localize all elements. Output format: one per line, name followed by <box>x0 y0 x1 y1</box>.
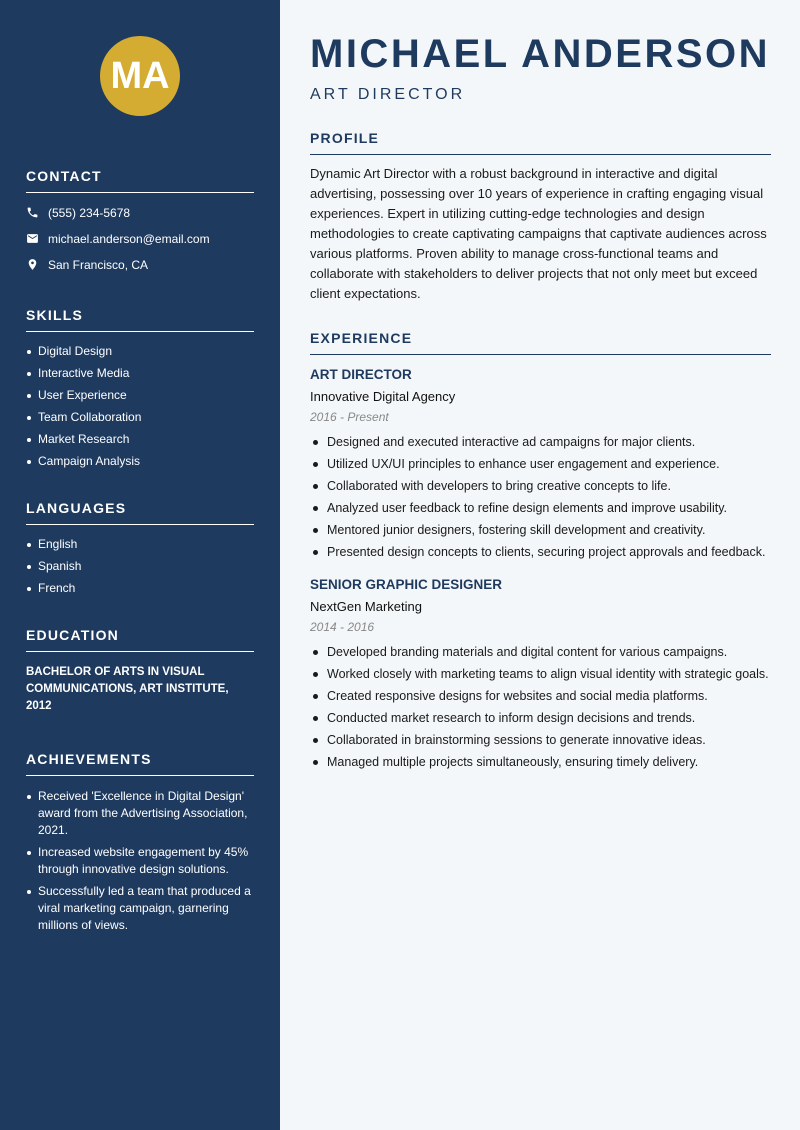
skills-heading: SKILLS <box>26 307 254 332</box>
job-bullet: Designed and executed interactive ad campaigns for major clients. <box>310 433 771 451</box>
achievements-heading: ACHIEVEMENTS <box>26 751 254 776</box>
contact-email <box>26 231 254 246</box>
profile-section <box>310 130 771 304</box>
skills-list <box>26 344 254 469</box>
education-heading: EDUCATION <box>26 627 254 652</box>
language-item: French <box>26 581 254 596</box>
email-icon <box>26 232 39 245</box>
education-degree: BACHELOR OF ARTS IN VISUAL COMMUNICATIONS, ART INSTITUTE, 2012 <box>26 666 229 712</box>
job-bullet: Collaborated with developers to bring creative concepts to life. <box>310 477 771 495</box>
sidebar <box>0 0 280 1130</box>
job-dates: 2016 - Present <box>310 410 389 424</box>
job-entry <box>310 367 771 561</box>
skill-item: Digital Design <box>26 344 254 359</box>
job-bullet: Collaborated in brainstorming sessions to generate innovative ideas. <box>310 731 771 749</box>
achievements-list <box>26 788 254 934</box>
profile-text: Dynamic Art Director with a robust background in interactive and digital advertising, possessing over 10 years of experience in crafting engaging visual experiences. Expert in utilizing cutting-edge technologies and design methodologies to create captivating campaigns that captivate audiences across various platforms. Proven ability to manage cross-functional teams and collaborate with stakeholders to deliver projects that not only meet but exceed client expectations. <box>310 166 767 301</box>
job-bullet: Worked closely with marketing teams to align visual identity with strategic goals. <box>310 665 771 683</box>
company-name: NextGen Marketing <box>310 599 422 614</box>
contact-location <box>26 257 254 272</box>
skill-item: Campaign Analysis <box>26 454 254 469</box>
location-text: San Francisco, CA <box>48 257 149 272</box>
job-bullet: Created responsive designs for websites and social media platforms. <box>310 687 771 705</box>
languages-section <box>26 500 254 596</box>
achievement-item: Successfully led a team that produced a viral marketing campaign, garnering millions of views. <box>26 883 254 934</box>
job-bullet: Developed branding materials and digital content for various campaigns. <box>310 643 771 661</box>
experience-heading: EXPERIENCE <box>310 330 771 355</box>
language-item: Spanish <box>26 559 254 574</box>
experience-section <box>310 330 771 771</box>
language-item: English <box>26 537 254 552</box>
location-pin-icon <box>26 258 39 271</box>
skill-item: Market Research <box>26 432 254 447</box>
job-bullet: Presented design concepts to clients, securing project approvals and feedback. <box>310 543 771 561</box>
contact-phone <box>26 205 254 220</box>
languages-list <box>26 537 254 596</box>
job-bullet: Conducted market research to inform design decisions and trends. <box>310 709 771 727</box>
job-title: SENIOR GRAPHIC DESIGNER <box>310 577 503 592</box>
achievements-section <box>26 751 254 934</box>
job-bullet: Analyzed user feedback to refine design elements and improve usability. <box>310 499 771 517</box>
main-content <box>280 0 800 1130</box>
skills-section <box>26 307 254 469</box>
job-bullet: Managed multiple projects simultaneously, ensuring timely delivery. <box>310 753 771 771</box>
phone-text: (555) 234-5678 <box>48 205 131 220</box>
job-bullets <box>310 643 771 771</box>
languages-heading: LANGUAGES <box>26 500 254 525</box>
job-bullet: Mentored junior designers, fostering skill development and creativity. <box>310 521 771 539</box>
achievement-item: Increased website engagement by 45% through innovative design solutions. <box>26 844 254 878</box>
job-title: ART DIRECTOR <box>310 367 412 382</box>
education-section <box>26 627 254 715</box>
candidate-name: MICHAEL ANDERSON <box>310 32 771 76</box>
profile-heading: PROFILE <box>310 130 771 155</box>
job-entry <box>310 577 771 771</box>
skill-item: Interactive Media <box>26 366 254 381</box>
skill-item: User Experience <box>26 388 254 403</box>
achievement-item: Received 'Excellence in Digital Design' award from the Advertising Association, 2021. <box>26 788 254 839</box>
company-name: Innovative Digital Agency <box>310 389 456 404</box>
phone-icon <box>26 206 39 219</box>
job-bullet: Utilized UX/UI principles to enhance user engagement and experience. <box>310 455 771 473</box>
job-dates: 2014 - 2016 <box>310 620 375 634</box>
email-text: michael.anderson@email.com <box>48 231 210 246</box>
job-bullets <box>310 433 771 561</box>
contact-heading: CONTACT <box>26 168 254 193</box>
skill-item: Team Collaboration <box>26 410 254 425</box>
contact-section <box>26 168 254 272</box>
avatar: MA <box>100 36 180 116</box>
candidate-title: ART DIRECTOR <box>310 86 466 103</box>
